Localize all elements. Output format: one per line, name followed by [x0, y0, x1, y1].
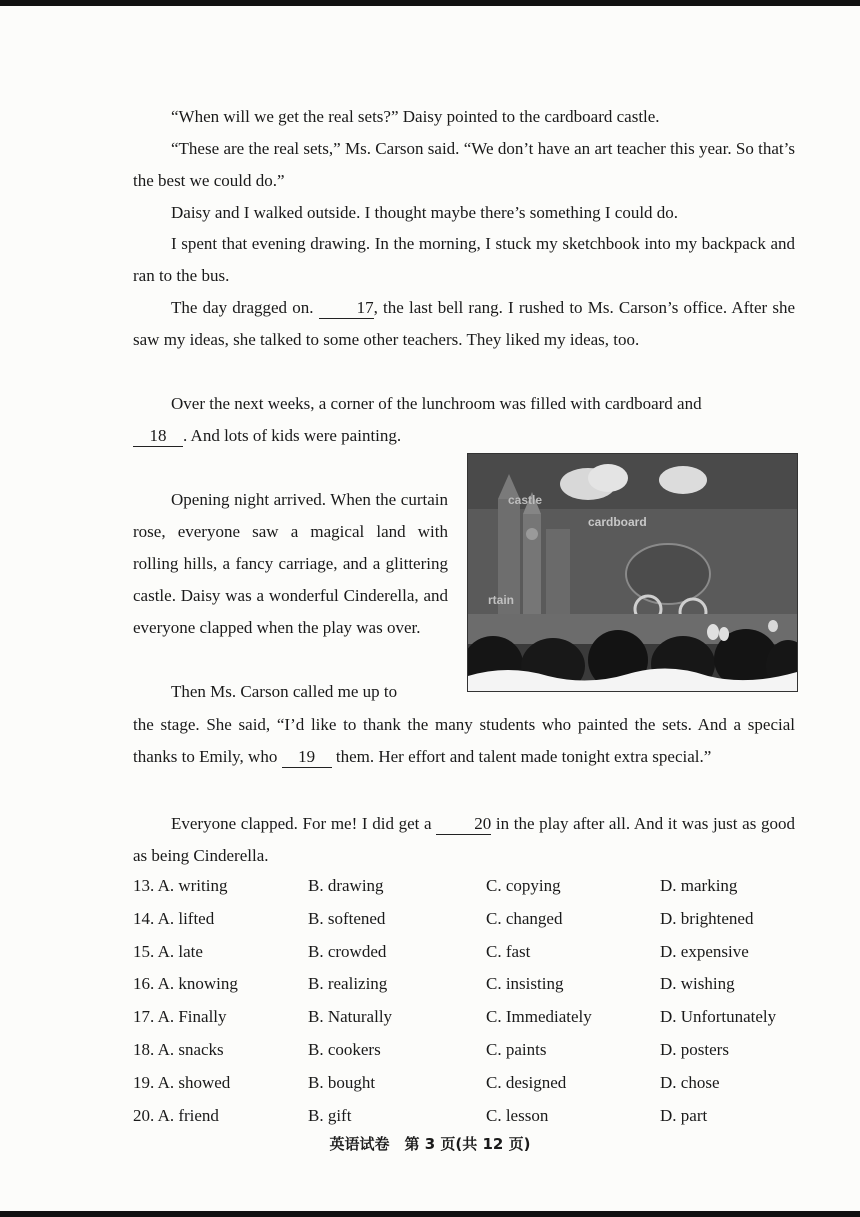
p5-text-before: The day dragged on. — [171, 298, 314, 317]
option-a: 16. A. knowing — [133, 974, 238, 994]
p8-text-before: the stage. She said, “I’d like to thank the many students who painted the sets. And a special thanks to Emily, who — [133, 715, 795, 766]
label-curtain: rtain — [488, 593, 515, 607]
paragraph-8-line1: Then Ms. Carson called me up to — [171, 682, 398, 701]
paragraph-4: I spent that evening drawing. In the morning, I stuck my sketchbook into my backpack and ran to the bus. — [133, 234, 795, 285]
paragraph-7: Opening night arrived. When the curtain rose, everyone saw a magical land with rolling hills, a fancy carriage, and a glittering castle. Daisy was a wonderful Cinderella, and everyone clapped when the play was over. — [133, 490, 448, 637]
option-c: C. insisting — [486, 974, 564, 994]
option-d: D. brightened — [660, 908, 754, 928]
option-b: B. Naturally — [308, 1007, 393, 1027]
paragraph-6-cont — [133, 420, 448, 452]
paragraph-5 — [133, 292, 795, 356]
option-row-16 — [133, 974, 803, 1007]
options-list — [133, 876, 803, 1138]
p9-text-before: Everyone clapped. For me! I did get a — [171, 814, 432, 833]
p8-text-after: them. Her effort and talent made tonight extra special.” — [335, 747, 712, 766]
label-cardboard: cardboard — [588, 515, 647, 529]
option-a: 17. A. Finally — [133, 1007, 227, 1027]
option-b: B. cookers — [308, 1039, 381, 1059]
option-c: C. changed — [486, 908, 563, 928]
p6-text-before: Over the next weeks, a corner of the lunchroom was filled with cardboard and — [171, 394, 702, 413]
blank-20: 20 — [436, 814, 491, 835]
option-a: 13. A. writing — [133, 876, 228, 895]
p9-text-after: in the play after all. And it was just as good as being Cinderella. — [133, 814, 795, 865]
page-footer: 英语试卷 第 3 页(共 12 页) — [329, 1135, 531, 1153]
option-b: B. gift — [308, 1105, 352, 1125]
option-row-13 — [133, 876, 803, 909]
option-b: B. realizing — [308, 974, 388, 994]
option-a: 20. A. friend — [133, 1105, 219, 1125]
option-b: B. softened — [308, 908, 386, 928]
option-row-17 — [133, 1007, 803, 1040]
option-b: B. crowded — [308, 941, 387, 961]
option-c: C. copying — [486, 876, 561, 895]
blank-18: 18 — [133, 426, 183, 447]
paragraph-9 — [133, 808, 795, 872]
paragraph-6 — [133, 388, 795, 420]
option-d: D. Unfortunately — [660, 1007, 777, 1027]
option-d: D. wishing — [660, 974, 735, 994]
label-castle: castle — [508, 493, 543, 507]
option-c: C. fast — [486, 941, 531, 961]
blank-19: 19 — [282, 747, 332, 768]
p6-text-after: . And lots of kids were painting. — [183, 426, 402, 445]
option-row-14 — [133, 909, 803, 942]
option-c: C. paints — [486, 1039, 547, 1059]
option-d: D. expensive — [660, 941, 749, 961]
option-d: D. chose — [660, 1072, 720, 1092]
option-d: D. part — [660, 1105, 708, 1125]
option-row-19 — [133, 1073, 803, 1106]
paragraph-1: “When will we get the real sets?” Daisy pointed to the cardboard castle. — [171, 107, 660, 126]
option-a: 15. A. late — [133, 941, 203, 961]
option-b: B. bought — [308, 1072, 376, 1092]
option-d: D. marking — [660, 876, 738, 895]
option-c: C. designed — [486, 1072, 567, 1092]
option-row-15 — [133, 942, 803, 975]
option-b: B. drawing — [308, 876, 384, 895]
option-c: C. lesson — [486, 1105, 549, 1125]
option-a: 19. A. showed — [133, 1072, 231, 1092]
paragraph-2: “These are the real sets,” Ms. Carson said. “We don’t have an art teacher this year. So that’s the best we could do.” — [133, 139, 795, 190]
option-c: C. Immediately — [486, 1007, 592, 1027]
option-a: 14. A. lifted — [133, 908, 215, 928]
paragraph-8 — [133, 709, 795, 773]
p5-text-after: , the last bell rang. I rushed to Ms. Carson’s office. After she saw my ideas, she talked to some other teachers. They liked my ideas, too. — [133, 298, 796, 349]
paragraph-3: Daisy and I walked outside. I thought maybe there’s something I could do. — [171, 203, 679, 222]
option-d: D. posters — [660, 1039, 729, 1059]
option-a: 18. A. snacks — [133, 1039, 224, 1059]
stage-photo — [467, 453, 798, 692]
blank-17: 17 — [319, 298, 374, 319]
option-row-18 — [133, 1040, 803, 1073]
